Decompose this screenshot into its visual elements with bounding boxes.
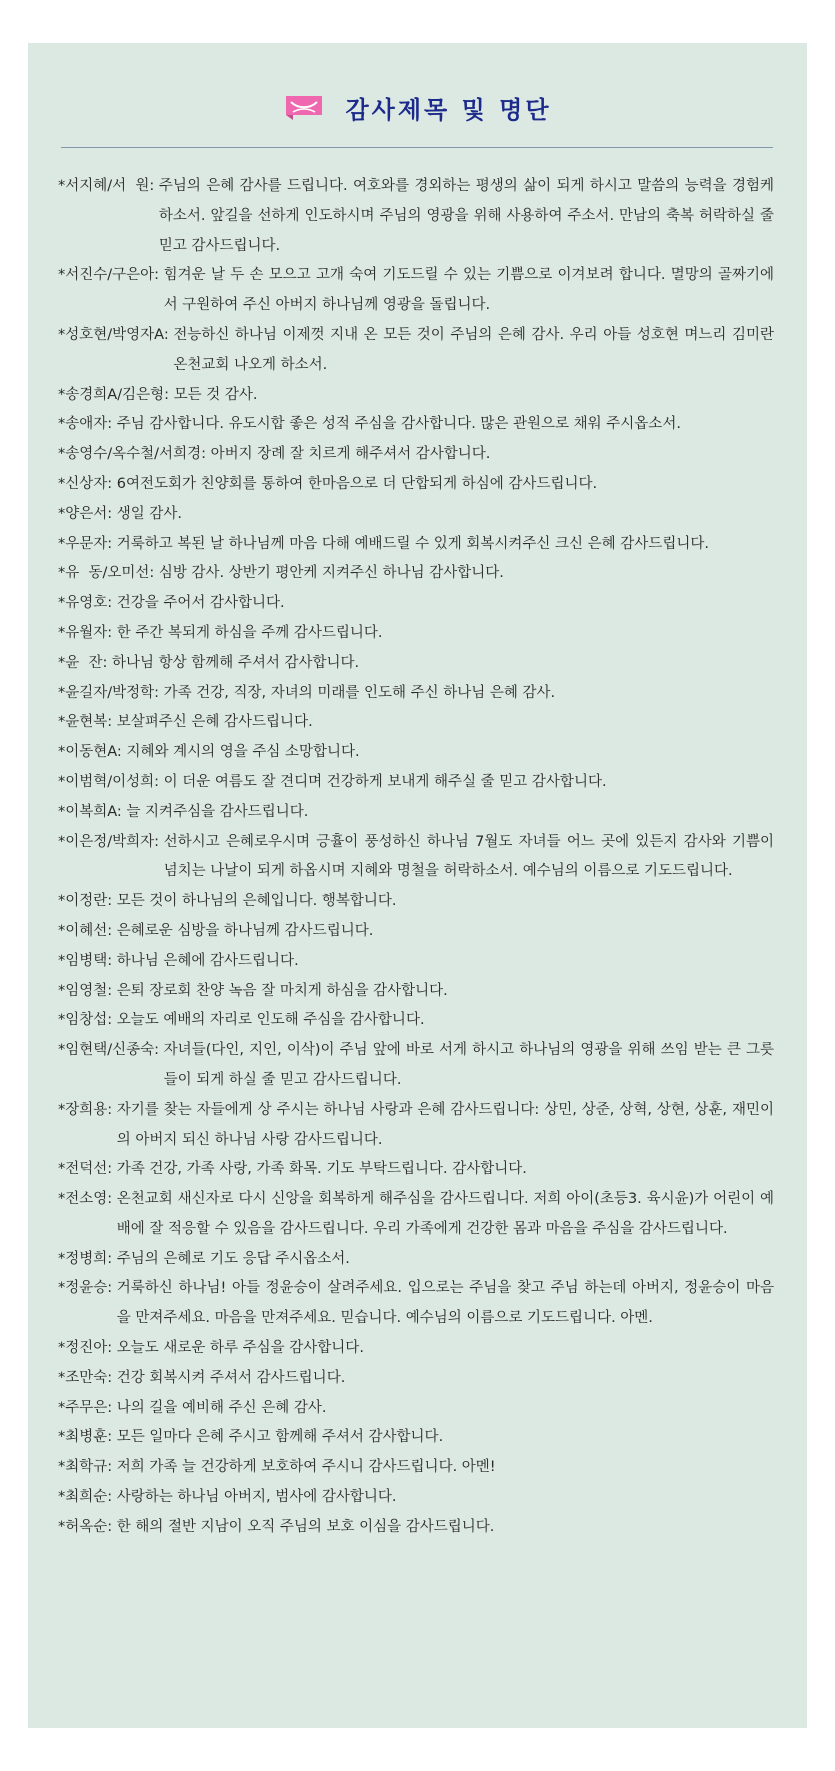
- entry-text: 주님의 은혜 감사를 드립니다. 여호와를 경외하는 평생의 삶이 되게 하시고 말씀의 능력을 경험케 하소서. 앞길을 선하게 인도하시며 주님의 영광을 위해 사용하여 주소서. 만남의 축복 허락하실 줄 믿고 감사드립니다.: [158, 178, 774, 254]
- list-item: [58, 768, 774, 798]
- entry-text: 이 더운 여름도 잘 견디며 건강하게 보내게 해주실 줄 믿고 감사합니다.: [163, 773, 607, 790]
- list-item: [58, 679, 774, 709]
- entry-name: *최병훈:: [58, 1429, 117, 1446]
- list-item: [58, 440, 774, 470]
- content-panel: [28, 43, 807, 1728]
- list-item: [58, 798, 774, 828]
- entry-name: *이범혁/이성희:: [58, 773, 164, 790]
- entry-text: 생일 감사.: [116, 505, 183, 522]
- entry-name: *장희용:: [58, 1101, 117, 1118]
- entry-name: *이동현A:: [58, 744, 127, 761]
- list-item: [58, 1483, 774, 1513]
- entry-text: 힘겨운 날 두 손 모으고 고개 숙여 기도드릴 수 있는 기쁨으로 이겨보려 합니다. 멸망의 골짜기에서 구원하여 주신 아버지 하나님께 영광을 돌립니다.: [163, 267, 774, 314]
- entry-name: *임영철:: [58, 982, 117, 999]
- list-item: [58, 470, 774, 500]
- list-item: [58, 917, 774, 947]
- entry-name: *신상자:: [58, 475, 117, 492]
- list-item: [58, 1334, 774, 1364]
- entry-text: 모든 것 감사.: [173, 386, 258, 403]
- list-item: [58, 1274, 774, 1334]
- list-item: [58, 649, 774, 679]
- list-item: [58, 1423, 774, 1453]
- list-item: [58, 1185, 774, 1245]
- entry-name: *윤현복:: [58, 714, 117, 731]
- entry-text: 자녀들(다인, 지인, 이삭)이 주님 앞에 바로 서게 하시고 하나님의 영광을 위해 쓰임 받는 큰 그릇들이 되게 하실 줄 믿고 감사드립니다.: [163, 1042, 774, 1088]
- entry-text: 늘 지켜주심을 감사드립니다.: [126, 803, 309, 820]
- prayer-list: [58, 172, 774, 1543]
- entry-name: *전소영:: [58, 1191, 117, 1208]
- entry-text: 거룩하신 하나님! 아들 정윤승이 살려주세요. 입으로는 주님을 찾고 주님 하는데 아버지, 정윤승이 마음을 만져주세요. 마음을 만져주세요. 믿습니다. 예수님의 이름으로 기도드립니다. 아멘.: [116, 1280, 774, 1327]
- entry-name: *유월자:: [58, 624, 117, 641]
- list-item: [58, 500, 774, 530]
- entry-name: *주무은:: [58, 1399, 117, 1416]
- entry-name: *양은서:: [58, 505, 117, 522]
- list-item: [58, 977, 774, 1007]
- entry-name: *전덕선:: [58, 1161, 117, 1178]
- list-item: [58, 261, 774, 321]
- entry-text: 선하시고 은혜로우시며 긍휼이 풍성하신 하나님 7월도 자녀들 어느 곳에 있든지 감사와 기쁨이 넘치는 나날이 되게 하옵시며 지혜와 명철을 허락하소서. 예수님의 이름으로 기도드립니다.: [163, 833, 774, 880]
- list-item: [58, 887, 774, 917]
- entry-text: 하나님 항상 함께해 주셔서 감사합니다.: [111, 654, 360, 671]
- entry-text: 거룩하고 복된 날 하나님께 마음 다해 예배드릴 수 있게 회복시켜주신 크신 은혜 감사드립니다.: [116, 535, 709, 552]
- entry-text: 모든 일마다 은혜 주시고 함께해 주셔서 감사합니다.: [116, 1429, 444, 1446]
- entry-text: 나의 길을 예비해 주신 은혜 감사.: [116, 1399, 327, 1416]
- entry-name: *임병택:: [58, 952, 117, 969]
- entry-name: *최학규:: [58, 1459, 117, 1476]
- list-item: [58, 589, 774, 619]
- entry-name: *임창섭:: [58, 1012, 117, 1029]
- list-item: [58, 828, 774, 888]
- list-item: [58, 1364, 774, 1394]
- entry-text: 건강 회복시켜 주셔서 감사드립니다.: [116, 1369, 346, 1386]
- list-item: [58, 708, 774, 738]
- entry-name: *이혜선:: [58, 922, 117, 939]
- entry-text: 저희 가족 늘 건강하게 보호하여 주시니 감사드립니다. 아멘!: [116, 1459, 496, 1476]
- list-item: [58, 1513, 774, 1543]
- entry-name: *이복희A:: [58, 803, 127, 820]
- entry-text: 온천교회 새신자로 다시 신앙을 회복하게 해주심을 감사드립니다. 저희 아이(초등3. 육시윤)가 어린이 예배에 잘 적응할 수 있음을 감사드립니다. 우리 가족에게 건강한 몸과 마음을 주심을 감사드립니다.: [116, 1191, 774, 1237]
- list-item: [58, 738, 774, 768]
- entry-text: 가족 건강, 직장, 자녀의 미래를 인도해 주신 하나님 은혜 감사.: [163, 684, 556, 701]
- entry-name: *허옥순:: [58, 1518, 117, 1535]
- entry-text: 아버지 장례 잘 치르게 해주셔서 감사합니다.: [210, 446, 491, 463]
- list-item: [58, 1245, 774, 1275]
- entry-text: 오늘도 예배의 자리로 인도해 주심을 감사합니다.: [116, 1012, 425, 1029]
- entry-text: 건강을 주어서 감사합니다.: [116, 595, 285, 612]
- entry-name: *성호현/박영자A:: [58, 326, 174, 343]
- list-item: [58, 321, 774, 381]
- entry-text: 오늘도 새로운 하루 주심을 감사합니다.: [116, 1340, 364, 1357]
- envelope-icon: [284, 93, 324, 121]
- list-item: [58, 619, 774, 649]
- entry-name: *윤길자/박정학:: [58, 684, 164, 701]
- title-divider: [61, 147, 773, 148]
- list-item: [58, 1453, 774, 1483]
- list-item: [58, 559, 774, 589]
- entry-name: *송경희A/김은형:: [58, 386, 174, 403]
- entry-text: 사랑하는 하나님 아버지, 범사에 감사합니다.: [116, 1489, 397, 1506]
- entry-name: *임현택/신종숙:: [58, 1042, 164, 1059]
- entry-name: *정병희:: [58, 1250, 117, 1267]
- entry-text: 가족 건강, 가족 사랑, 가족 화목. 기도 부탁드립니다. 감사합니다.: [116, 1161, 527, 1178]
- entry-text: 주님 감사합니다. 유도시합 좋은 성적 주심을 감사합니다. 많은 관원으로 채워 주시옵소서.: [116, 416, 681, 433]
- list-item: [58, 1155, 774, 1185]
- entry-text: 자기를 찾는 자들에게 상 주시는 하나님 사랑과 은혜 감사드립니다: 상민, 상준, 상혁, 상현, 상훈, 재민이의 아버지 되신 하나님 사랑 감사드립니다.: [116, 1101, 774, 1148]
- entry-text: 한 주간 복되게 하심을 주께 감사드립니다.: [116, 624, 383, 641]
- entry-name: *이은정/박희자:: [58, 833, 164, 850]
- entry-text: 하나님 은혜에 감사드립니다.: [116, 952, 299, 969]
- list-item: [58, 1036, 774, 1096]
- entry-name: *송애자:: [58, 416, 117, 433]
- entry-text: 주님의 은혜로 기도 응답 주시옵소서.: [116, 1250, 350, 1267]
- entry-text: 은퇴 장로회 찬양 녹음 잘 마치게 하심을 감사합니다.: [116, 982, 448, 999]
- entry-name: *조만숙:: [58, 1369, 117, 1386]
- page-title: 감사제목 및 명단: [345, 95, 552, 124]
- entry-name: *최희순:: [58, 1489, 117, 1506]
- list-item: [58, 530, 774, 560]
- entry-name: *유 동/오미선:: [58, 565, 159, 582]
- entry-name: *윤 잔:: [58, 654, 112, 671]
- entry-name: *우문자:: [58, 535, 117, 552]
- entry-text: 심방 감사. 상반기 평안케 지켜주신 하나님 감사합니다.: [158, 565, 504, 582]
- entry-text: 6여전도회가 친양회를 통하여 한마음으로 더 단합되게 하심에 감사드립니다.: [116, 475, 598, 492]
- list-item: [58, 1394, 774, 1424]
- list-item: [58, 172, 774, 261]
- entry-text: 은혜로운 심방을 하나님께 감사드립니다.: [116, 922, 374, 939]
- entry-text: 지혜와 계시의 영을 주심 소망합니다.: [126, 744, 360, 761]
- list-item: [58, 1096, 774, 1156]
- entry-name: *정진아:: [58, 1340, 117, 1357]
- entry-name: *정윤승:: [58, 1280, 117, 1297]
- entry-name: *서지혜/서 원:: [58, 178, 159, 194]
- entry-name: *서진수/구은아:: [58, 267, 164, 284]
- entry-name: *송영수/옥수철/서희경:: [58, 446, 211, 463]
- list-item: [58, 947, 774, 977]
- list-item: [58, 1006, 774, 1036]
- entry-text: 한 해의 절반 지남이 오직 주님의 보호 이심을 감사드립니다.: [116, 1518, 495, 1535]
- header: [28, 85, 807, 129]
- entry-text: 전능하신 하나님 이제껏 지내 온 모든 것이 주님의 은혜 감사. 우리 아들 성호현 며느리 김미란 온천교회 나오게 하소서.: [173, 326, 774, 373]
- entry-text: 보살펴주신 은혜 감사드립니다.: [116, 714, 313, 731]
- entry-name: *이정란:: [58, 893, 117, 910]
- entry-text: 모든 것이 하나님의 은혜입니다. 행복합니다.: [116, 893, 397, 910]
- entry-name: *유영호:: [58, 595, 117, 612]
- list-item: [58, 381, 774, 411]
- list-item: [58, 410, 774, 440]
